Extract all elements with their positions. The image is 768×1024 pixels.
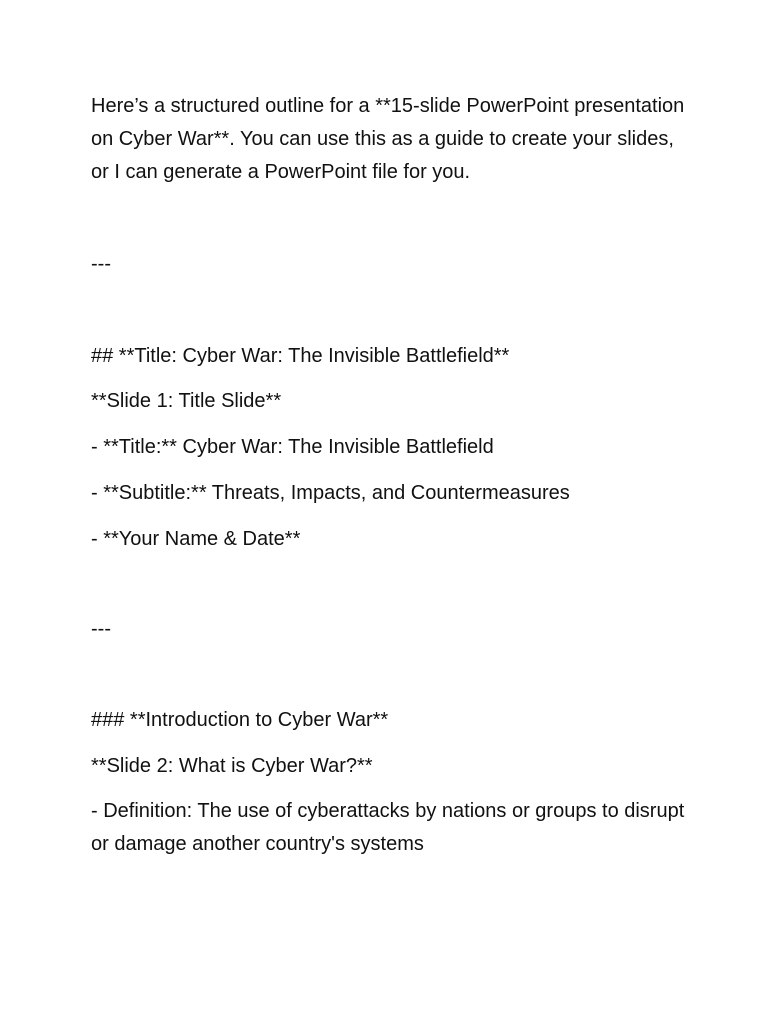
intro-paragraph: Here’s a structured outline for a **15-slide PowerPoint presentation on Cyber War**. You can use this as a guide to create your slides, or I can generate a PowerPoint file for you.	[91, 95, 685, 183]
slide1-title-item: - **Title:** Cyber War: The Invisible Battlefield	[91, 436, 494, 458]
slide1-heading: **Slide 1: Title Slide**	[91, 390, 282, 412]
intro-section-heading: ### **Introduction to Cyber War**	[91, 709, 389, 731]
slide2-definition-item: - Definition: The use of cyberattacks by nations or groups to disrupt or damage another country's systems	[91, 800, 685, 855]
section-title: ## **Title: Cyber War: The Invisible Battlefield**	[91, 345, 510, 367]
separator-2: ---	[91, 618, 111, 640]
separator-1: ---	[91, 253, 111, 275]
slide2-heading: **Slide 2: What is Cyber War?**	[91, 755, 373, 777]
slide1-subtitle-item: - **Subtitle:** Threats, Impacts, and Countermeasures	[91, 482, 570, 504]
slide1-name-item: - **Your Name & Date**	[91, 528, 301, 550]
